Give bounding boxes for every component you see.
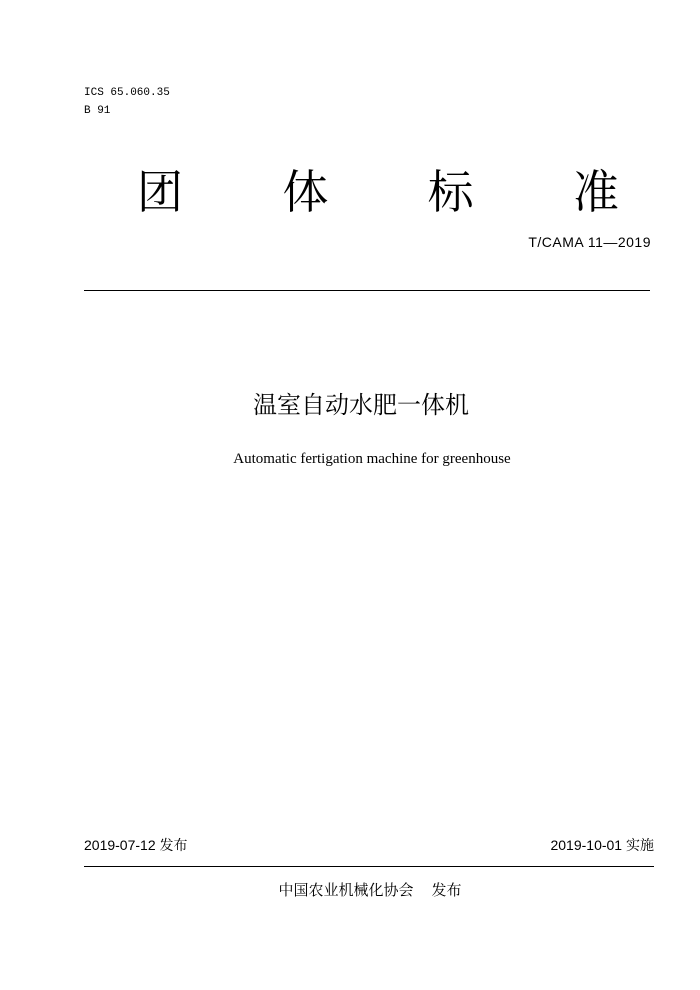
publish-date: 2019-07-12 发布 [84, 837, 188, 853]
issuer-line [0, 880, 700, 900]
top-divider [84, 290, 650, 291]
chinese-title: 温室自动水肥一体机 [253, 391, 469, 419]
document-type-heading [128, 160, 628, 224]
implement-date: 2019-10-01 实施 [550, 837, 654, 853]
issuer-name: 中国农业机械化协会 [278, 881, 414, 899]
classification-code: B 91 [84, 105, 111, 117]
standard-number: T/CAMA 11—2019 [528, 234, 651, 250]
ics-code: ICS 65.060.35 [84, 87, 170, 99]
document-type-char: 体 [282, 165, 329, 219]
issuer-action: 发布 [431, 881, 462, 899]
document-type-char: 标 [427, 165, 474, 219]
document-type-char: 团 [137, 165, 183, 219]
english-title: Automatic fertigation machine for greenhouse [233, 451, 511, 467]
bottom-divider [84, 866, 654, 867]
document-type-char: 准 [572, 165, 619, 219]
